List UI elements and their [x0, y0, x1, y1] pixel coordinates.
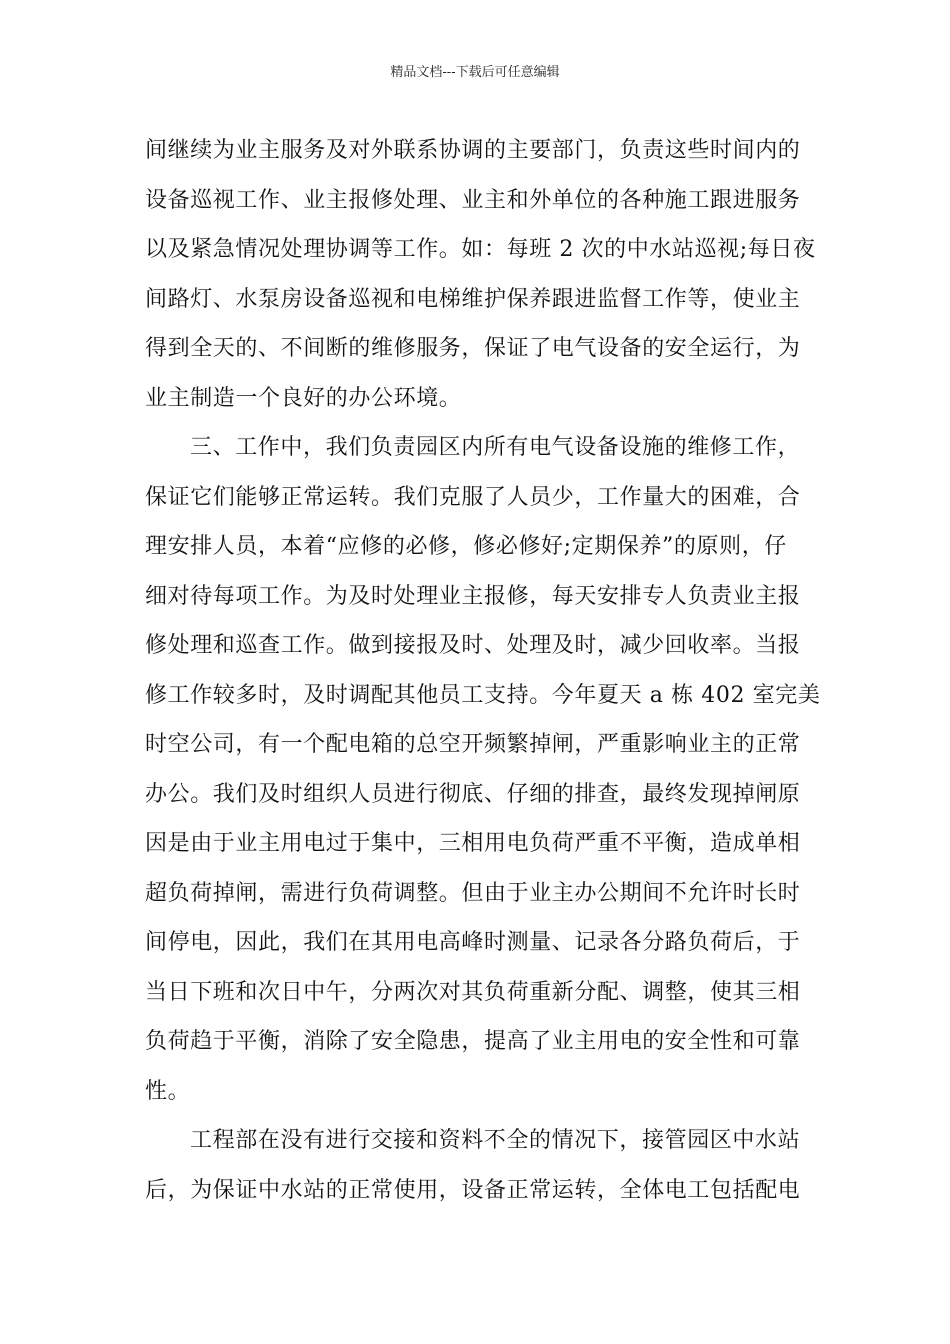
text-line: 当日下班和次日中午，分两次对其负荷重新分配、调整，使其三相: [145, 979, 801, 1005]
text-line: 业主制造一个良好的办公环境。: [145, 385, 462, 411]
text-line: 间路灯、水泵房设备巡视和电梯维护保养跟进监督工作等，使业主: [145, 286, 801, 312]
text-line: 超负荷掉闸，需进行负荷调整。但由于业主办公期间不允许时长时: [145, 880, 801, 906]
text-line: 后，为保证中水站的正常使用，设备正常运转，全体电工包括配电: [145, 1177, 801, 1203]
text-line: 以及紧急情况处理协调等工作。如：每班 2 次的中水站巡视;每日夜: [145, 237, 816, 262]
document-body: [145, 126, 821, 1215]
text-line: 设备巡视工作、业主报修处理、业主和外单位的各种施工跟进服务: [145, 187, 801, 213]
text-line: 时空公司，有一个配电箱的总空开频繁掉闸，严重影响业主的正常: [145, 732, 801, 757]
text-line: 因是由于业主用电过于集中，三相用电负荷严重不平衡，造成单相: [145, 831, 801, 856]
text-line: 修工作较多时，及时调配其他员工支持。今年夏天 a 栋 402 室完美: [145, 682, 821, 708]
text-line: 保证它们能够正常运转。我们克服了人员少，工作量大的困难，合: [145, 484, 801, 510]
text-line: 细对待每项工作。为及时处理业主报修，每天安排专人负责业主报: [145, 583, 801, 609]
text-line: 得到全天的、不间断的维修服务，保证了电气设备的安全运行，为: [145, 336, 801, 361]
text-line: 性。: [145, 1078, 191, 1104]
paragraph: [145, 423, 821, 1116]
page-header: 精品文档---下载后可任意编辑: [390, 65, 560, 80]
text-line: 间继续为业主服务及对外联系协调的主要部门，负责这些时间内的: [145, 138, 801, 163]
text-line: 间停电，因此，我们在其用电高峰时测量、记录各分路负荷后，于: [145, 930, 801, 955]
text-line: 理安排人员，本着“应修的必修，修必修好;定期保养”的原则，仔: [145, 534, 787, 559]
text-line: 负荷趋于平衡，消除了安全隐患，提高了业主用电的安全性和可靠: [145, 1029, 801, 1054]
text-line: 办公。我们及时组织人员进行彻底、仔细的排查，最终发现掉闸原: [145, 781, 801, 807]
paragraph: [145, 1116, 810, 1215]
text-line: 工程部在没有进行交接和资料不全的情况下，接管园区中水站: [190, 1128, 801, 1153]
paragraph: [145, 126, 816, 423]
text-line: 修处理和巡查工作。做到接报及时、处理及时，减少回收率。当报: [145, 633, 801, 658]
text-line: 三、工作中，我们负责园区内所有电气设备设施的维修工作，: [190, 435, 801, 460]
